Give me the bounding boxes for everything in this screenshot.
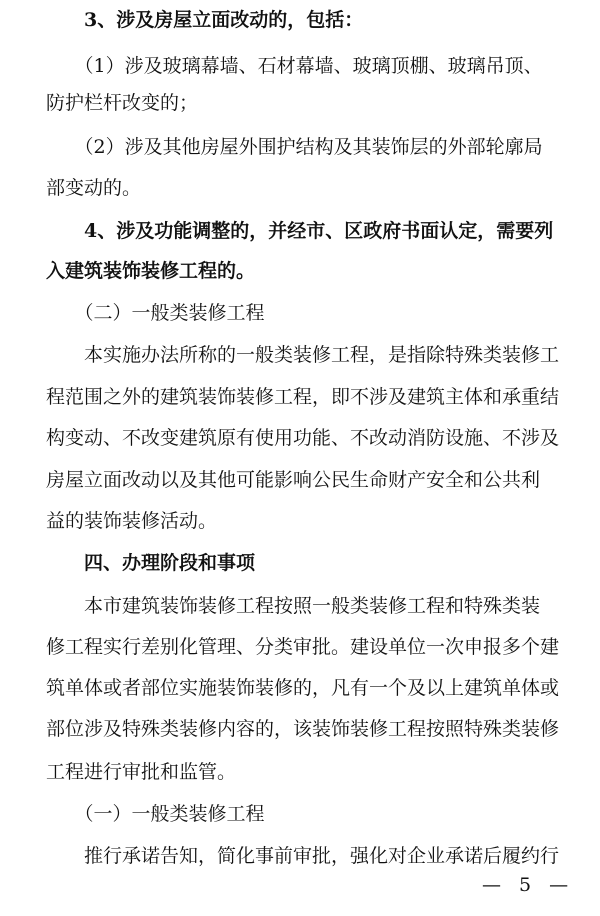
text-line-1: 3、涉及房屋立面改动的，包括： (46, 9, 364, 31)
text-line-4: （2）涉及其他房屋外围护结构及其装饰层的外部轮廓局 (46, 136, 543, 158)
text-line-7: 入建筑装饰装修工程的。 (46, 260, 256, 282)
text-line-15: 本市建筑装饰装修工程按照一般类装修工程和特殊类装 (46, 595, 541, 617)
text-line-6: 4、涉及功能调整的，并经市、区政府书面认定，需要列 (46, 220, 554, 242)
text-line-5: 部变动的。 (46, 177, 142, 199)
text-line-12: 房屋立面改动以及其他可能影响公民生命财产安全和公共利 (46, 469, 541, 491)
text-line-3: 防护栏杆改变的； (46, 92, 199, 114)
text-line-10: 程范围之外的建筑装饰装修工程，即不涉及建筑主体和承重结 (46, 386, 560, 408)
text-line-20: （一）一般类装修工程 (46, 803, 265, 825)
text-line-18: 部位涉及特殊类装修内容的，该装饰装修工程按照特殊类装修 (46, 718, 560, 740)
text-line-17: 筑单体或者部位实施装饰装修的，凡有一个及以上建筑单体或 (46, 677, 560, 699)
text-line-8: （二）一般类装修工程 (46, 302, 265, 324)
text-line-16: 修工程实行差别化管理、分类审批。建设单位一次申报多个建 (46, 636, 560, 658)
text-line-14: 四、办理阶段和事项 (46, 552, 256, 574)
text-line-9: 本实施办法所称的一般类装修工程，是指除特殊类装修工 (46, 344, 560, 366)
text-line-13: 益的装饰装修活动。 (46, 510, 218, 532)
text-line-2: （1）涉及玻璃幕墙、石材幕墙、玻璃顶棚、玻璃吊顶、 (46, 55, 543, 77)
text-line-21: 推行承诺告知，简化事前审批，强化对企业承诺后履约行 (46, 845, 560, 867)
text-line-19: 工程进行审批和监管。 (46, 761, 237, 783)
page-number: — 5 — (482, 874, 575, 896)
text-line-11: 构变动、不改变建筑原有使用功能、不改动消防设施、不涉及 (46, 427, 560, 449)
